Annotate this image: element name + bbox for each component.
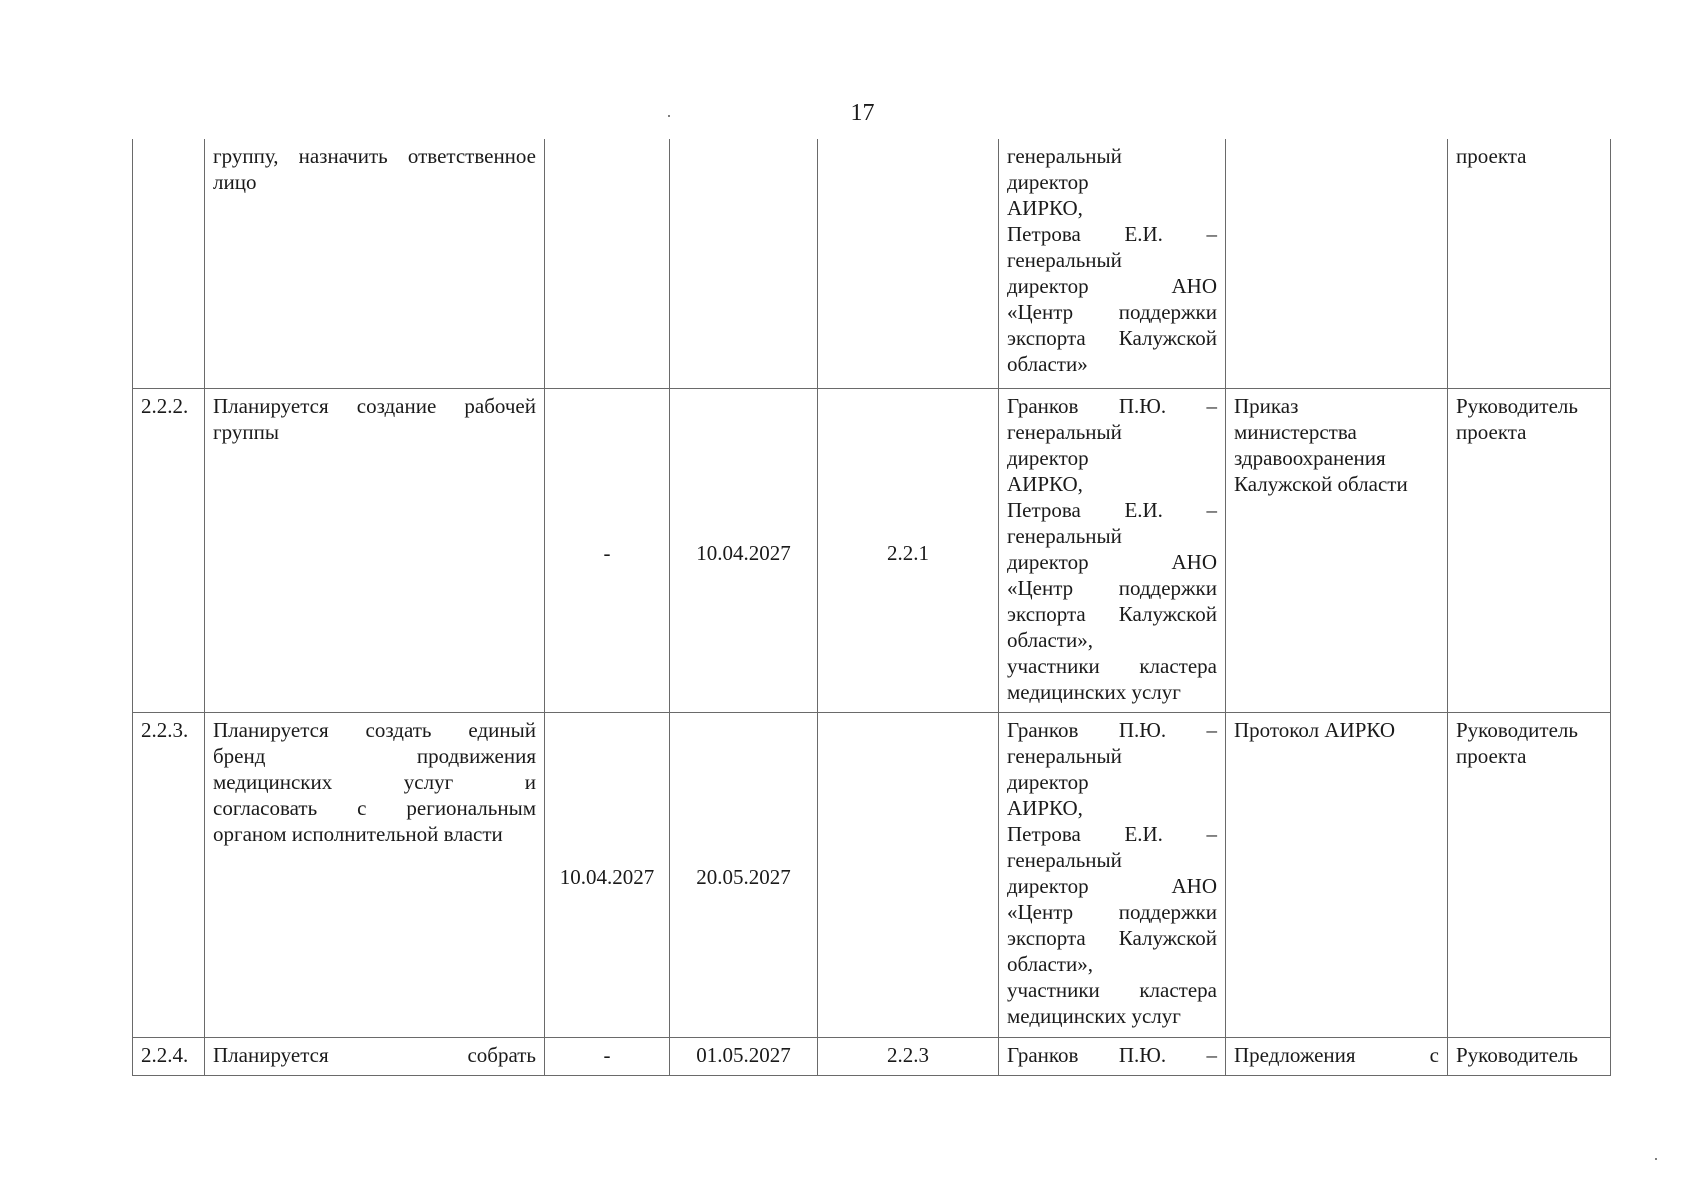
table-row bbox=[133, 389, 1611, 713]
task-name-line: Планируется создать единый bbox=[213, 718, 536, 742]
responsible-line: генеральный bbox=[1007, 420, 1122, 444]
task-name-line: группы bbox=[213, 420, 279, 444]
task-name-line: органом исполнительной власти bbox=[213, 822, 503, 846]
responsible-line: директор АНО bbox=[1007, 550, 1217, 574]
start-date: - bbox=[545, 1038, 670, 1076]
dependency: 2.2.3 bbox=[818, 1038, 999, 1076]
task-name bbox=[205, 713, 545, 1038]
responsible-line: генеральный bbox=[1007, 144, 1122, 168]
responsible-line: Гранков П.Ю. – bbox=[1007, 718, 1217, 742]
responsible-line: АИРКО, bbox=[1007, 472, 1083, 496]
control bbox=[1448, 139, 1611, 389]
dependency bbox=[818, 139, 999, 389]
responsible-line: участники кластера bbox=[1007, 978, 1217, 1002]
control-line: Руководитель bbox=[1456, 394, 1578, 418]
document-line: Приказ bbox=[1234, 394, 1299, 418]
control-line: Руководитель bbox=[1456, 1043, 1578, 1067]
row-number bbox=[133, 139, 205, 389]
responsible-line: директор bbox=[1007, 770, 1089, 794]
responsible-line: области», bbox=[1007, 952, 1093, 976]
task-name-line: группу, назначить ответственное bbox=[213, 144, 536, 168]
responsible-line: «Центр поддержки bbox=[1007, 900, 1217, 924]
responsible-line: Гранков П.Ю. – bbox=[1007, 394, 1217, 418]
project-plan-table bbox=[132, 139, 1611, 1076]
responsible-line: генеральный bbox=[1007, 524, 1122, 548]
responsible-line: АИРКО, bbox=[1007, 796, 1083, 820]
responsible-line: генеральный bbox=[1007, 248, 1122, 272]
responsible-line: области», bbox=[1007, 628, 1093, 652]
start-date bbox=[545, 139, 670, 389]
start-date: 10.04.2027 bbox=[545, 713, 670, 1038]
dependency: 2.2.1 bbox=[818, 389, 999, 713]
task-name-line: медицинских услуг и bbox=[213, 770, 536, 794]
row-number: 2.2.4. bbox=[133, 1038, 205, 1076]
scan-speck bbox=[668, 115, 670, 117]
task-name bbox=[205, 389, 545, 713]
table-row bbox=[133, 713, 1611, 1038]
responsible bbox=[999, 389, 1226, 713]
responsible bbox=[999, 1038, 1226, 1076]
table-row bbox=[133, 139, 1611, 389]
responsible-line: директор bbox=[1007, 446, 1089, 470]
responsible-line: генеральный bbox=[1007, 744, 1122, 768]
control-line: Руководитель bbox=[1456, 718, 1578, 742]
responsible-line: экспорта Калужской bbox=[1007, 926, 1217, 950]
control-line: проекта bbox=[1456, 420, 1527, 444]
scan-speck bbox=[1655, 1158, 1657, 1160]
task-name-line: Планируется собрать bbox=[213, 1043, 536, 1067]
responsible-line: «Центр поддержки bbox=[1007, 300, 1217, 324]
task-name bbox=[205, 139, 545, 389]
task-name-line: согласовать с региональным bbox=[213, 796, 536, 820]
end-date: 10.04.2027 bbox=[670, 389, 818, 713]
control bbox=[1448, 389, 1611, 713]
document bbox=[1226, 713, 1448, 1038]
responsible-line: области» bbox=[1007, 352, 1088, 376]
task-name-line: бренд продвижения bbox=[213, 744, 536, 768]
responsible-line: «Центр поддержки bbox=[1007, 576, 1217, 600]
responsible-line: медицинских услуг bbox=[1007, 680, 1181, 704]
task-name-line: лицо bbox=[213, 170, 257, 194]
document-line: здравоохранения bbox=[1234, 446, 1386, 470]
control bbox=[1448, 713, 1611, 1038]
responsible-line: экспорта Калужской bbox=[1007, 326, 1217, 350]
end-date: 20.05.2027 bbox=[670, 713, 818, 1038]
document-line: Калужской области bbox=[1234, 472, 1408, 496]
table-row bbox=[133, 1038, 1611, 1076]
document bbox=[1226, 139, 1448, 389]
responsible bbox=[999, 139, 1226, 389]
end-date: 01.05.2027 bbox=[670, 1038, 818, 1076]
responsible-line: Петрова Е.И. – bbox=[1007, 222, 1217, 246]
end-date bbox=[670, 139, 818, 389]
responsible-line: экспорта Калужской bbox=[1007, 602, 1217, 626]
page-number: 17 bbox=[850, 100, 875, 126]
document bbox=[1226, 389, 1448, 713]
responsible-line: Гранков П.Ю. – bbox=[1007, 1043, 1217, 1067]
document bbox=[1226, 1038, 1448, 1076]
row-number: 2.2.2. bbox=[133, 389, 205, 713]
responsible-line: генеральный bbox=[1007, 848, 1122, 872]
responsible bbox=[999, 713, 1226, 1038]
control-line: проекта bbox=[1456, 744, 1527, 768]
task-name bbox=[205, 1038, 545, 1076]
control-line: проекта bbox=[1456, 144, 1527, 168]
task-name-line: Планируется создание рабочей bbox=[213, 394, 536, 418]
row-number: 2.2.3. bbox=[133, 713, 205, 1038]
dependency bbox=[818, 713, 999, 1038]
responsible-line: Петрова Е.И. – bbox=[1007, 498, 1217, 522]
responsible-line: участники кластера bbox=[1007, 654, 1217, 678]
responsible-line: директор bbox=[1007, 170, 1089, 194]
document-line: Протокол АИРКО bbox=[1234, 718, 1396, 742]
responsible-line: АИРКО, bbox=[1007, 196, 1083, 220]
start-date: - bbox=[545, 389, 670, 713]
responsible-line: медицинских услуг bbox=[1007, 1004, 1181, 1028]
document-line: Предложения с bbox=[1234, 1043, 1439, 1067]
responsible-line: директор АНО bbox=[1007, 274, 1217, 298]
document-line: министерства bbox=[1234, 420, 1357, 444]
responsible-line: Петрова Е.И. – bbox=[1007, 822, 1217, 846]
responsible-line: директор АНО bbox=[1007, 874, 1217, 898]
control bbox=[1448, 1038, 1611, 1076]
